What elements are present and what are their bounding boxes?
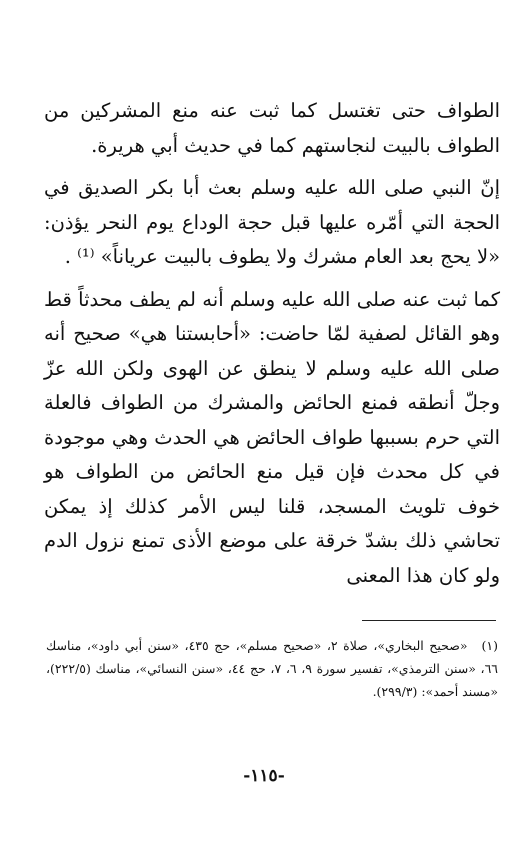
paragraph-1: الطواف حتى تغتسل كما ثبت عنه منع المشركين من الطواف بالبيت لنجاستهم كما في حديث أبي هريرة. <box>44 99 500 157</box>
paragraph-2: إنّ النبي صلى الله عليه وسلم بعث أبا بكر الصديق في الحجة التي أمّره عليها قبل حجة الوداع يوم النحر يؤذن: «لا يحج بعد العام مشرك ولا يطوف بالبيت عرياناً» ⁽¹⁾ . <box>44 176 500 268</box>
footnote-number: (١) <box>481 638 498 653</box>
paragraph-3: كما ثبت عنه صلى الله عليه وسلم أنه لم يطف محدثاً قط وهو القائل لصفية لمّا حاضت: «أحابستنا هي» صحيح أنه صلى الله عليه وسلم لا ينطق عن الهوى ولكن الله عزّ وجلّ أنطقه فمنع الحائض والمشرك من الطواف فالعلة التي حرم بسببها طواف الحائض هي الحدث وهي موجودة في كل محدث فإن قيل منع الحائض من الطواف هو خوف تلويث المسجد، قلنا ليس الأمر كذلك إذ يمكن تحاشي ذلك بشدّ خرقة على موضع الأذى تمنع نزول الدم ولو كان هذا المعنى <box>44 287 500 587</box>
footnote-text: «صحيح البخاري»، صلاة ٢، «صحيح مسلم»، حج ٤٣٥، «سنن أبي داود»، مناسك ٦٦، «سنن الترمذي»، تفسير سورة ٩، ٦، ٧، حج ٤٤، «سنن النسائي»، مناسك (٢٢٢/٥)، «مسند أحمد»: (٢٩٩/٣). <box>46 638 498 699</box>
footnote <box>46 634 498 703</box>
page-number: -١١٥- <box>243 766 285 786</box>
main-text <box>44 94 500 593</box>
footnote-divider <box>362 620 496 621</box>
